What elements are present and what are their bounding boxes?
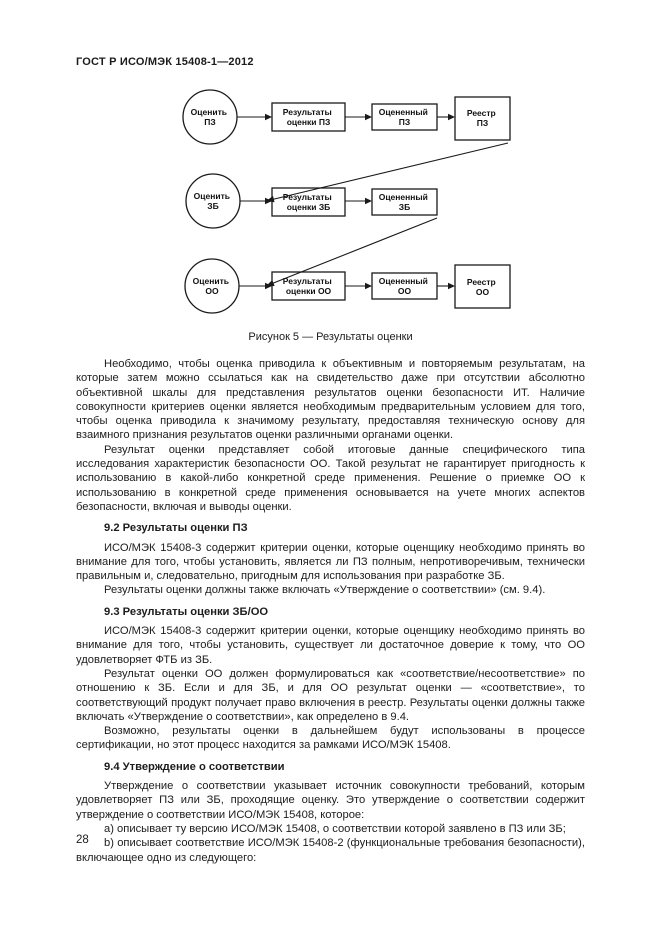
figure-row-zb <box>186 174 437 228</box>
arrow-right-icon <box>448 114 455 120</box>
paragraph-8: Утверждение о соответствии указывает источник совокупности требований, которым удовлетворяет ПЗ или ЗБ, проходящие оценку. Это утверждение о соответствии содержит утверждение о соответствии ИСО/МЭК 15408, которое: <box>76 780 585 821</box>
paragraph-2: Результат оценки представляет собой итоговые данные специфического типа исследования характеристик безопасности ОО. Такой результат не гарантирует пригодность к использованию в какой-либо конкретной среде применения. Решение о приемке ОО к использованию в конкретной среде применения основывается на учете многих аспектов безопасности, включая и выводы оценки. <box>76 443 585 513</box>
paragraph-1: Необходимо, чтобы оценка приводила к объективным и повторяемым результатам, на которые затем можно ссылаться как на свидетельство даже при отсутствии абсолютно объективной шкалы для представления результатов оценки безопасности ИТ. Наличие совокупности критериев оценки является необходимым предварительным условием для того, чтобы оценка приводила к значимому результату, предоставляя техническую основу для взаимного признания результатов оценки различными органами оценки. <box>76 358 585 442</box>
document-body <box>76 357 585 865</box>
list-item-a: a) описывает ту версию ИСО/МЭК 15408, о соответствии которой заявлено в ПЗ или ЗБ; <box>104 822 566 835</box>
arrow-right-icon <box>448 283 455 289</box>
oo-evaluation-results-label: Результаты оценки ОО <box>282 276 332 296</box>
figure-row-oo <box>185 259 510 313</box>
arrow-right-icon <box>265 114 272 120</box>
paragraph-3: ИСО/МЭК 15408-3 содержит критерии оценки, которые оценщику необходимо принять во внимание для того, чтобы установить, является ли ПЗ полным, непротиворечивым, технически правильным и, следовательно, пригодным для использования при разработке ЗБ. <box>76 541 585 583</box>
evaluate-pz-label: Оценить ПЗ <box>190 107 227 127</box>
figure-caption: Рисунок 5 — Результаты оценки <box>248 331 413 343</box>
document-header-title: ГОСТ Р ИСО/МЭК 15408-1—2012 <box>76 56 254 68</box>
section-heading-9-3: 9.3 Результаты оценки ЗБ/ОО <box>104 605 269 618</box>
evaluate-zb-label: Оценить ЗБ <box>193 191 230 211</box>
pz-registry-label: Реестр ПЗ <box>466 108 496 128</box>
evaluated-zb-label: Оцененный ЗБ <box>378 192 428 212</box>
paragraph-4: Результаты оценки должны также включать «Утверждение о соответствии» (см. 9.4). <box>104 584 546 597</box>
section-heading-9-4: 9.4 Утверждение о соответствии <box>104 760 285 773</box>
zb-evaluation-results-label: Результаты оценки ЗБ <box>282 192 332 212</box>
figure-5-diagram <box>0 88 661 328</box>
pz-evaluation-results-label: Результаты оценки ПЗ <box>282 107 332 127</box>
evaluated-oo-label: Оцененный ОО <box>378 276 428 296</box>
arrow-right-icon <box>365 283 372 289</box>
paragraph-5: ИСО/МЭК 15408-3 содержит критерии оценки, которые оценщику необходимо принять во внимание для того, чтобы установить, существует ли достаточное доверие к тому, что ОО удовлетворяет ФТБ из ЗБ. <box>76 625 585 666</box>
evaluate-oo-label: Оценить ОО <box>192 276 229 296</box>
arrow-right-icon <box>365 114 372 120</box>
paragraph-6: Результат оценки ОО должен формулироваться как «соответствие/несоответствие» по отношению к ЗБ. Если и для ЗБ, и для ОО результат оценки — «соответствие», то соответствующий продукт получает право включения в реестр. Результаты оценки должны также включать «Утверждение о соответствии», как определено в 9.4. <box>76 667 585 723</box>
paragraph-7: Возможно, результаты оценки в дальнейшем будут использованы в процессе сертификации, но этот процесс находится за рамками ИСО/МЭК 15408. <box>76 725 585 752</box>
figure-row-pz <box>183 90 510 144</box>
list-item-b: b) описывает соответствие ИСО/МЭК 15408-2 (функциональные требования безопасности), включающее одно из следующего: <box>76 837 585 864</box>
section-heading-9-2: 9.2 Результаты оценки ПЗ <box>104 522 248 535</box>
page-number: 28 <box>76 834 89 846</box>
evaluated-pz-label: Оцененный ПЗ <box>378 107 428 127</box>
arrow-right-icon <box>365 198 372 204</box>
oo-registry-label: Реестр ОО <box>466 277 496 297</box>
